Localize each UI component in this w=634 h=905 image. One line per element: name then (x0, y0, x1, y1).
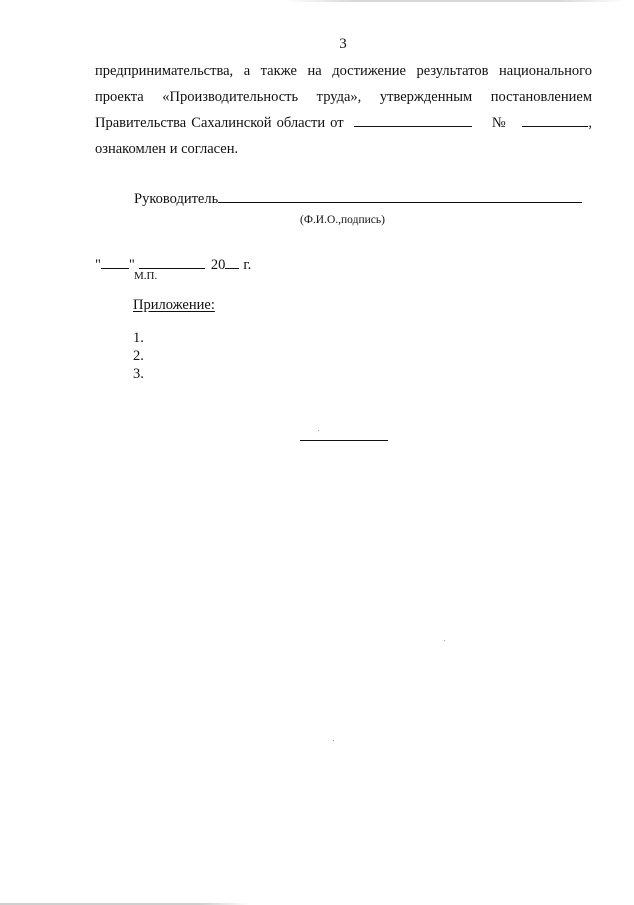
number-sign: № (491, 115, 508, 131)
date-close-quote: " (128, 257, 135, 273)
year-prefix: 20 (210, 257, 226, 273)
scan-speck (333, 740, 334, 741)
appendix-item: 1. (133, 330, 144, 346)
appendix-item: 2. (133, 348, 144, 364)
scan-speck (444, 640, 445, 641)
signature-row (134, 186, 582, 208)
decree-number-blank (522, 112, 588, 127)
month-blank (139, 254, 205, 269)
appendix-item: 3. (133, 366, 144, 382)
paragraph-line-4: ознакомлен и согласен. (95, 141, 239, 157)
appendix-title: Приложение: (133, 297, 215, 313)
year-suffix: г. (243, 257, 252, 273)
paragraph-line-3 (95, 110, 592, 136)
scan-edge-top (285, 0, 625, 2)
paragraph-line-3-prefix: Правительства Сахалинской области от (95, 115, 344, 131)
body-paragraph (95, 58, 592, 162)
decree-date-blank (354, 112, 472, 127)
page-number: 3 (339, 36, 347, 52)
signature-line (218, 186, 582, 203)
stamp-label: М.П. (134, 270, 158, 282)
day-blank (101, 254, 129, 269)
date-open-quote: " (95, 257, 101, 273)
year-blank (225, 254, 239, 269)
end-rule (300, 440, 388, 441)
paragraph-line-1: предпринимательства, а также на достижение результатов национального (95, 63, 592, 79)
signature-caption: (Ф.И.О.,подпись) (300, 214, 385, 226)
paragraph-line-3-suffix: , (588, 115, 593, 131)
appendix-list (133, 329, 144, 383)
scan-speck (318, 430, 319, 431)
signature-label: Руководитель (134, 191, 219, 207)
date-row (95, 254, 251, 274)
paragraph-line-2: проекта «Производительность труда», утвержденным постановлением (95, 89, 592, 105)
